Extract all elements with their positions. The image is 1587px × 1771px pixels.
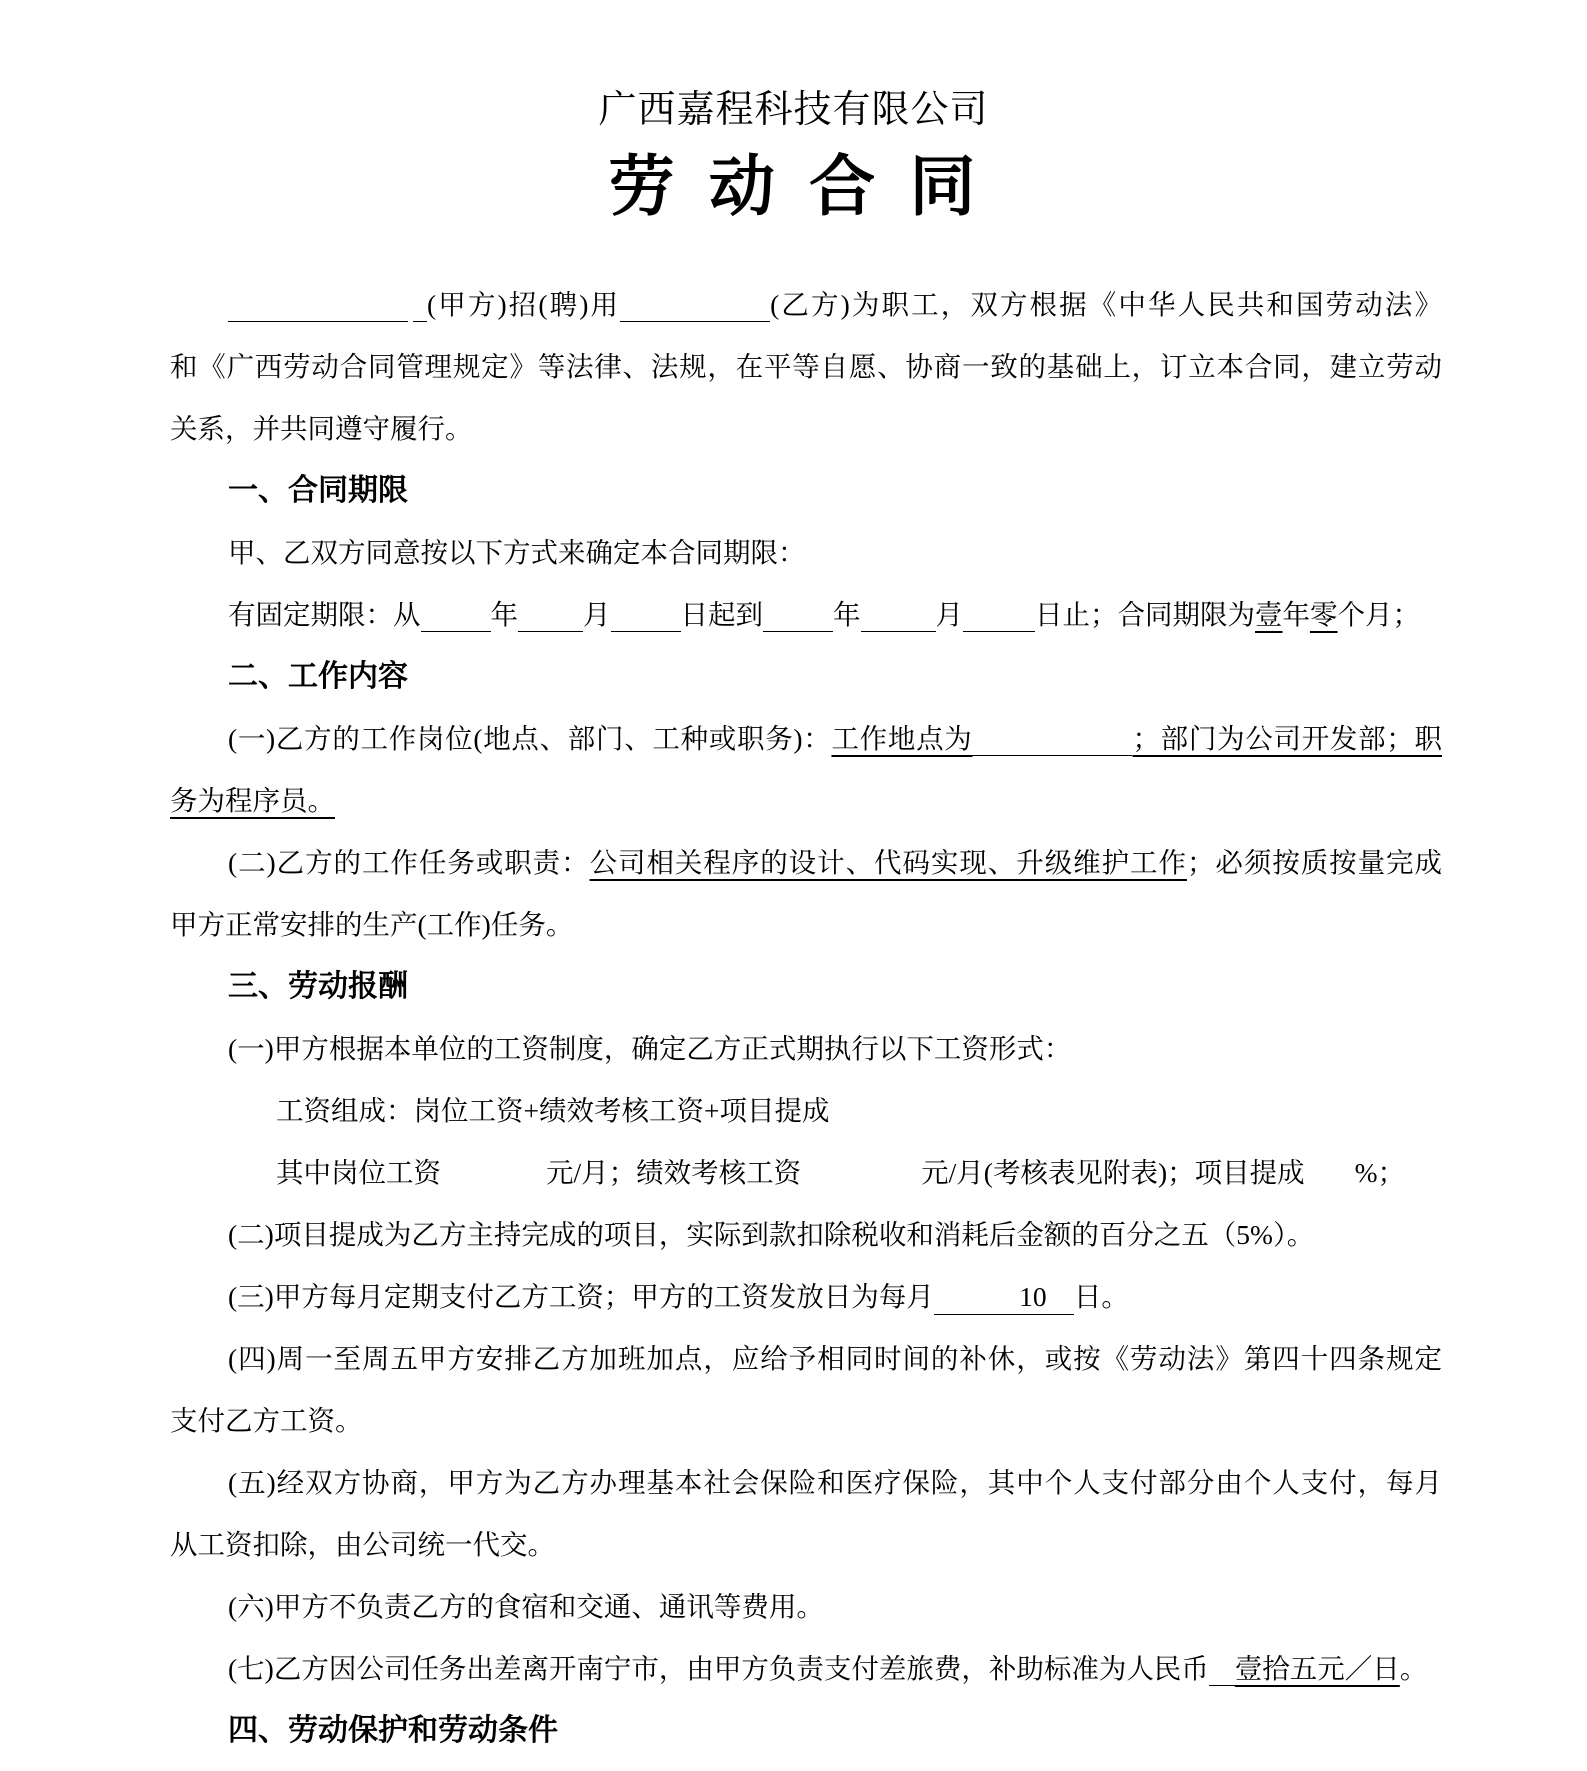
text-run: 日止；合同期限为: [1035, 599, 1255, 630]
underlined-text: 务为程序员。: [170, 785, 335, 816]
text-run: %；: [1354, 1157, 1406, 1188]
text-line: [170, 1390, 1442, 1452]
text-run: (二)项目提成为乙方主持完成的项目，实际到款扣除税收和消耗后金额的百分之五（5%）。: [228, 1219, 1315, 1250]
text-run: 月: [583, 599, 611, 630]
text-run: (乙方)为职工，双方根据《中华人民共和国劳动法》: [770, 289, 1442, 320]
blank-field: [611, 630, 681, 632]
section-heading: [170, 956, 1442, 1018]
blank-field: [518, 630, 583, 632]
spacer: [408, 313, 413, 314]
text-run: 个月；: [1337, 599, 1420, 630]
blank-field: [228, 320, 408, 322]
text-line: [170, 770, 1442, 832]
underlined-text: 壹: [1255, 599, 1283, 630]
text-line: [170, 1514, 1442, 1576]
blank-field: [413, 320, 427, 322]
text-run: 三、劳动报酬: [228, 970, 408, 1003]
spacer: [801, 1181, 921, 1182]
text-run: 和《广西劳动合同管理规定》等法律、法规，在平等自愿、协商一致的基础上，订立本合同，建立劳动: [170, 351, 1442, 382]
text-line: [170, 398, 1442, 460]
text-run: ；必须按质按量完成: [1186, 847, 1443, 878]
text-run: 二、工作内容: [228, 660, 408, 693]
text-line: [170, 274, 1442, 336]
blank-field: [963, 630, 1035, 632]
text-line: [170, 1638, 1442, 1700]
text-run: 日。: [1073, 1281, 1129, 1312]
text-run: (七)乙方因公司任务出差离开南宁市，由甲方负责支付差旅费，补助标准为人民币: [228, 1653, 1209, 1684]
text-line: [170, 832, 1442, 894]
text-line: [170, 1204, 1442, 1266]
text-line: [170, 1018, 1442, 1080]
blank-field: [620, 320, 770, 322]
blank-field: [1209, 1684, 1235, 1686]
text-run: 关系，并共同遵守履行。: [170, 413, 473, 444]
blank-field: [861, 630, 936, 632]
blank-value: 10: [1019, 1281, 1047, 1312]
text-run: 甲方正常安排的生产(工作)任务。: [170, 909, 574, 940]
underlined-text: 工作地点为: [831, 723, 973, 754]
underlined-text: 零: [1310, 599, 1338, 630]
text-run: 年: [833, 599, 861, 630]
text-run: (甲方)招(聘)用: [427, 289, 621, 320]
text-line: [170, 1328, 1442, 1390]
underlined-text: 公司相关程序的设计、代码实现、升级维护工作: [589, 847, 1187, 878]
section-heading: [170, 460, 1442, 522]
text-run: 日起到: [680, 599, 763, 630]
text-run: 其中岗位工资: [276, 1157, 441, 1188]
text-run: 月: [935, 599, 963, 630]
section-heading: [170, 646, 1442, 708]
text-line: [170, 584, 1442, 646]
text-run: 四、劳动保护和劳动条件: [228, 1714, 558, 1747]
text-run: 从工资扣除，由公司统一代交。: [170, 1529, 555, 1560]
spacer: [1305, 1181, 1355, 1182]
text-run: 年: [490, 599, 518, 630]
blank-field: [763, 630, 833, 632]
filled-blank-field: [934, 1282, 1074, 1315]
text-run: 有固定期限：从: [228, 599, 421, 630]
text-line: [170, 708, 1442, 770]
spacer: [441, 1181, 546, 1182]
section-heading: [170, 1700, 1442, 1762]
text-line: [170, 1576, 1442, 1638]
text-run: 元/月；绩效考核工资: [546, 1157, 802, 1188]
text-line: [170, 1266, 1442, 1328]
text-run: (一)乙方的工作岗位(地点、部门、工种或职务)：: [228, 723, 832, 754]
document-body: [0, 274, 1587, 1762]
text-run: (四)周一至周五甲方安排乙方加班加点，应给予相同时间的补休，或按《劳动法》第四十四条规定: [228, 1343, 1442, 1374]
text-line: [170, 894, 1442, 956]
text-run: 支付乙方工资。: [170, 1405, 363, 1436]
text-run: 。: [1399, 1653, 1428, 1684]
text-line: [170, 1080, 1442, 1142]
underlined-text: 壹拾五元／日: [1234, 1653, 1400, 1684]
text-run: 元/月(考核表见附表)；项目提成: [921, 1157, 1305, 1188]
text-run: 工资组成：岗位工资+绩效考核工资+项目提成: [276, 1095, 830, 1126]
blank-field: [972, 754, 1132, 756]
blank-field: [421, 630, 491, 632]
text-run: 年: [1282, 599, 1310, 630]
underlined-text: ；部门为公司开发部；职: [1132, 723, 1442, 754]
text-run: 甲、乙双方同意按以下方式来确定本合同期限：: [228, 537, 806, 568]
company-name: 广西嘉程科技有限公司: [598, 89, 989, 131]
text-run: (一)甲方根据本单位的工资制度，确定乙方正式期执行以下工资形式：: [228, 1033, 1072, 1064]
text-run: (三)甲方每月定期支付乙方工资；甲方的工资发放日为每月: [228, 1281, 934, 1312]
text-run: 一、合同期限: [228, 474, 408, 507]
text-run: (二)乙方的工作任务或职责：: [228, 847, 590, 878]
document-title: 劳 动 合 同: [608, 149, 979, 223]
text-line: [170, 336, 1442, 398]
text-line: [170, 1142, 1442, 1204]
text-run: (六)甲方不负责乙方的食宿和交通、通讯等费用。: [228, 1591, 824, 1622]
text-run: (五)经双方协商，甲方为乙方办理基本社会保险和医疗保险，其中个人支付部分由个人支付，每月: [228, 1467, 1442, 1498]
text-line: [170, 522, 1442, 584]
text-line: [170, 1452, 1442, 1514]
